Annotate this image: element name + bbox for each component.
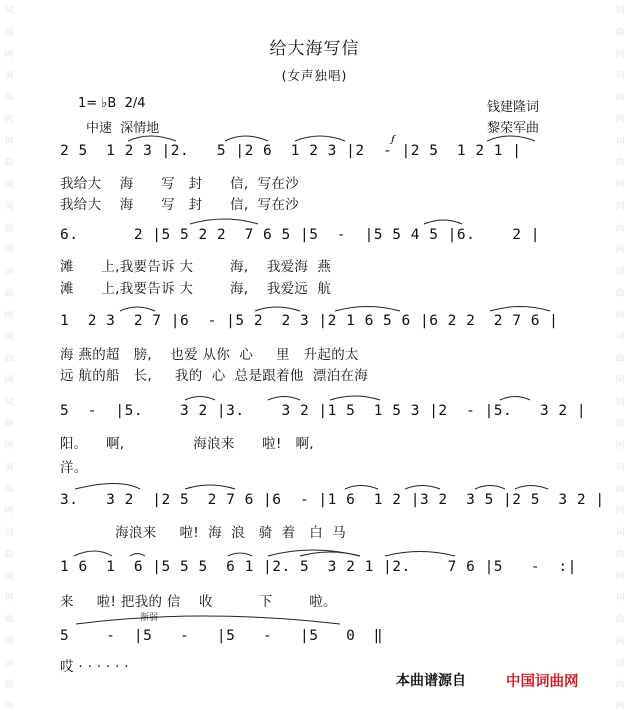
watermark-char: 曲	[4, 223, 14, 234]
watermark-char: 曲	[4, 419, 14, 430]
watermark-char: 词	[615, 593, 625, 604]
lyric-line-2-verse-1: 滩 上,我要告诉 大 海, 我爱海 燕	[60, 259, 332, 275]
watermark-char: 词	[4, 71, 14, 82]
watermark-char: 网	[615, 375, 625, 386]
lyric-line-1-verse-2: 我给大 海 写 封 信, 写在沙	[60, 197, 300, 213]
watermark-char: 词	[4, 397, 14, 408]
lyricist-credit: 钱建隆词	[487, 100, 540, 115]
watermark-char: 网	[615, 506, 625, 517]
watermark-char: 词	[4, 462, 14, 473]
notation-line-4: 5 - |5. 3 2 |3. 3 2 |1 5 1 5 3 |2 - |5. 3 2 |	[60, 403, 587, 419]
lyric-line-4-verse-2: 洋。	[60, 460, 88, 476]
lyric-line-4-verse-1: 阳。 啊, 海浪来 啦! 啊,	[60, 436, 314, 452]
key-time-signature: 1= ♭B 2/4	[78, 96, 146, 111]
watermark-char: 网	[615, 310, 625, 321]
watermark-char: 词	[4, 6, 14, 16]
watermark-char: 曲	[615, 288, 625, 299]
lyric-line-3-verse-1: 海 燕的超 膀, 也爱 从你 心 里 升起的太	[60, 347, 359, 363]
watermark-char: 曲	[615, 419, 625, 430]
lyric-line-7-verse-1: 哎 · · · · · ·	[60, 659, 129, 675]
watermark-char: 网	[4, 441, 14, 451]
notation-line-7: 5 - |5 - |5 - |5 0 ‖	[60, 628, 384, 644]
notation-line-2: 6. 2 |5 5 2 2 7 6 5 |5 - |5 5 4 5 |6. 2 |	[60, 227, 540, 243]
watermark-char: 曲	[4, 354, 14, 364]
watermark-char: 网	[4, 114, 14, 125]
song-subtitle: (女声独唱)	[281, 68, 348, 83]
notation-line-5: 3. 3 2 |2 5 2 7 6 |6 - |1 6 1 2 |3 2 3 5 |2 5 3 2 |	[60, 492, 605, 508]
watermark-char: 词	[4, 528, 14, 538]
watermark-char: 词	[4, 136, 14, 147]
watermark-char: 网	[4, 702, 14, 712]
lyric-line-6-verse-1: 来 啦! 把我的 信 收 下 啦。	[60, 594, 337, 610]
song-title: 给大海写信	[269, 39, 360, 59]
watermark-char: 网	[4, 180, 14, 190]
watermark-char: 曲	[615, 549, 625, 560]
watermark-char: 词	[615, 71, 625, 82]
watermark-char: 词	[4, 267, 14, 277]
watermark-char: 词	[4, 593, 14, 604]
watermark-char: 曲	[615, 354, 625, 364]
watermark-char: 曲	[615, 484, 625, 495]
watermark-char: 网	[4, 571, 14, 582]
watermark-char: 词	[615, 658, 625, 669]
watermark-char: 词	[615, 201, 625, 212]
composer-credit: 黎荣军曲	[487, 121, 540, 136]
watermark-char: 网	[615, 441, 625, 451]
notation-line-3: 1 2 3 2 7 |6 - |5 2 2 3 |2 1 6 5 6 |6 2 2 2 7 6 |	[60, 313, 559, 329]
watermark-char: 曲	[615, 158, 625, 169]
watermark-char: 曲	[4, 615, 14, 625]
svg-text:𝆑: 𝆑	[391, 134, 395, 145]
watermark-char: 曲	[4, 93, 14, 103]
lyric-line-2-verse-2: 滩 上,我要告诉 大 海, 我爱远 航	[60, 281, 332, 297]
watermark-char: 曲	[615, 223, 625, 234]
watermark-char: 词	[615, 6, 625, 16]
watermark-char: 网	[4, 636, 14, 647]
watermark-char: 网	[615, 702, 625, 712]
source-site-link[interactable]: 中国词曲网	[506, 674, 579, 690]
notation-line-1: 2 5 1 2 3 |2. 5 |2 6 1 2 3 |2 - |2 5 1 2 1 |	[60, 143, 522, 159]
source-label: 本曲谱源自	[396, 673, 466, 689]
tempo-marking: 中速 深情地	[86, 121, 160, 136]
watermark-char: 网	[4, 506, 14, 517]
lyric-line-5-verse-1: 海浪来 啦! 海 浪 骑 着 白 马	[60, 525, 347, 541]
watermark-char: 网	[615, 245, 625, 256]
watermark-char: 网	[615, 180, 625, 190]
watermark-char: 词	[615, 528, 625, 538]
watermark-char: 曲	[4, 158, 14, 169]
watermark-char: 词	[4, 332, 14, 343]
watermark-char: 词	[615, 397, 625, 408]
watermark-char: 网	[4, 310, 14, 321]
watermark-char: 曲	[4, 680, 14, 691]
watermark-char: 网	[615, 571, 625, 582]
watermark-char: 网	[615, 114, 625, 125]
watermark-char: 网	[615, 636, 625, 647]
watermark-char: 词	[615, 462, 625, 473]
watermark-char: 曲	[4, 288, 14, 299]
lyric-line-1-verse-1: 我给大 海 写 封 信, 写在沙	[60, 176, 300, 192]
watermark-char: 曲	[615, 93, 625, 103]
watermark-char: 词	[615, 136, 625, 147]
watermark-char: 网	[4, 49, 14, 60]
watermark-char: 曲	[4, 549, 14, 560]
watermark-char: 词	[4, 201, 14, 212]
watermark-char: 词	[615, 267, 625, 277]
watermark-char: 词	[615, 332, 625, 343]
watermark-char: 网	[615, 49, 625, 60]
lyric-line-3-verse-2: 远 航的船 长, 我的 心 总是跟着他 漂泊在海	[60, 368, 369, 384]
notation-line-6: 1 6 1 6 |5 5 5 6 1 |2. 5 3 2 1 |2. 7 6 |5 - :|	[60, 559, 577, 575]
watermark-char: 词	[4, 658, 14, 669]
fade-out-marking: 渐弱	[140, 613, 159, 623]
watermark-char: 曲	[615, 27, 625, 38]
watermark-char: 曲	[615, 680, 625, 691]
watermark-char: 曲	[4, 484, 14, 495]
watermark-char: 曲	[615, 615, 625, 625]
watermark-char: 网	[4, 245, 14, 256]
watermark-char: 曲	[4, 27, 14, 38]
watermark-char: 网	[4, 375, 14, 386]
